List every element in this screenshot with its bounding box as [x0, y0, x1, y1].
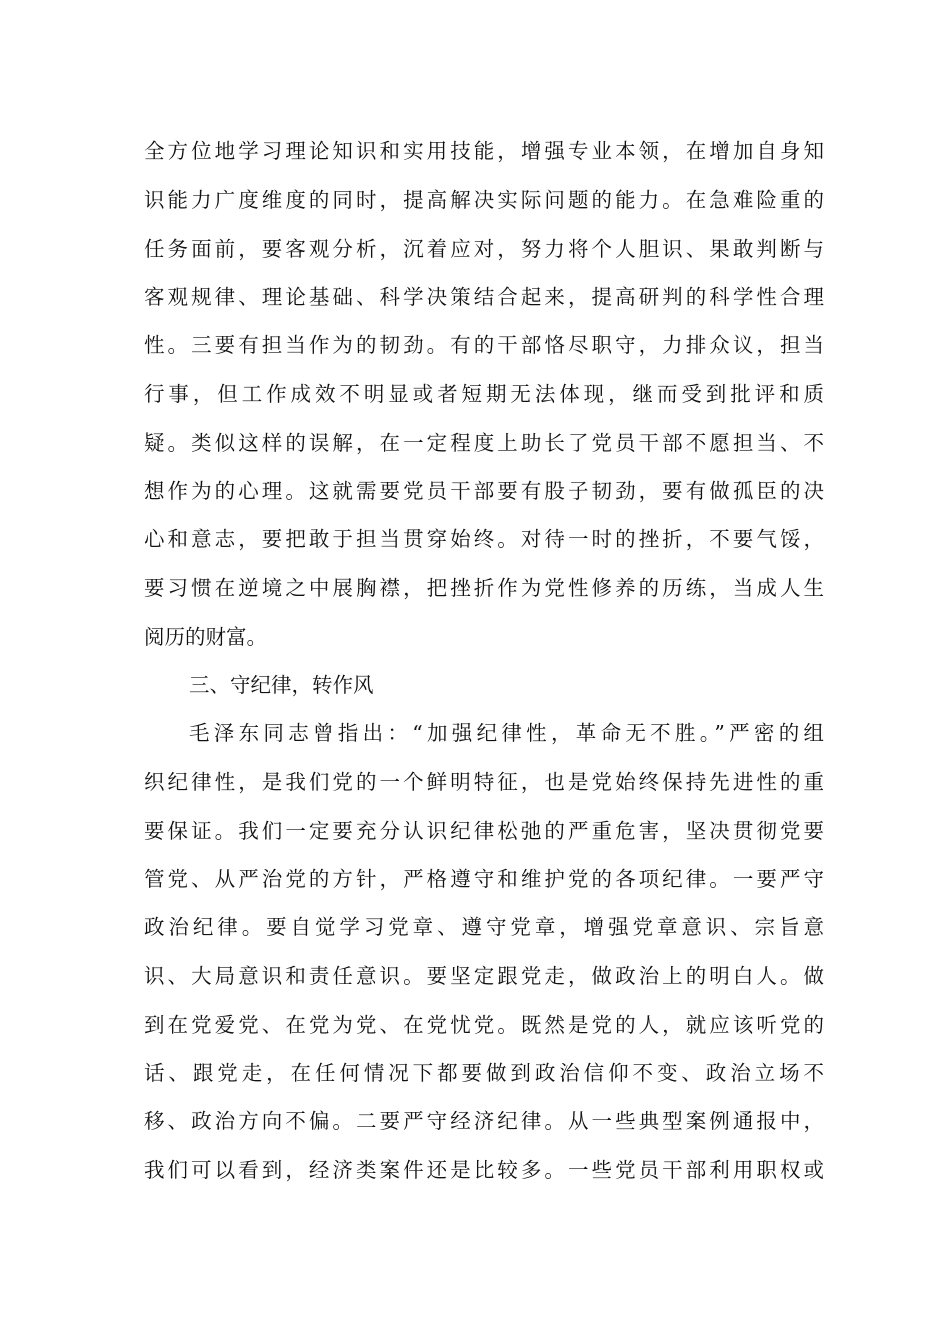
body-text-line: 任务面前，要客观分析，沉着应对，努力将个人胆识、果敢判断与 — [144, 237, 824, 261]
body-text-line: 性。三要有担当作为的韧劲。有的干部恪尽职守，力排众议，担当 — [144, 333, 824, 357]
body-text-line: 行事，但工作成效不明显或者短期无法体现，继而受到批评和质 — [144, 382, 824, 406]
section-heading: 三、守纪律，转作风 — [189, 673, 374, 697]
body-text-line: 全方位地学习理论知识和实用技能，增强专业本领，在增加自身知 — [144, 139, 824, 163]
body-text-line: 毛泽东同志曾指出：“加强纪律性，革命无不胜。”严密的组 — [189, 721, 824, 745]
body-text-line: 要保证。我们一定要充分认识纪律松弛的严重危害，坚决贯彻党要 — [144, 819, 824, 843]
body-text-line: 移、政治方向不偏。二要严守经济纪律。从一些典型案例通报中， — [144, 1109, 824, 1133]
body-text-line: 到在党爱党、在党为党、在党忧党。既然是党的人，就应该听党的 — [144, 1013, 824, 1037]
body-text-line: 想作为的心理。这就需要党员干部要有股子韧劲，要有做孤臣的决 — [144, 479, 824, 503]
body-text-line: 阅历的财富。 — [144, 625, 267, 649]
body-text-line: 我们可以看到，经济类案件还是比较多。一些党员干部利用职权或 — [144, 1158, 824, 1182]
body-text-line: 疑。类似这样的误解，在一定程度上助长了党员干部不愿担当、不 — [144, 431, 824, 455]
body-text-line: 管党、从严治党的方针，严格遵守和维护党的各项纪律。一要严守 — [144, 867, 824, 891]
body-text-line: 客观规律、理论基础、科学决策结合起来，提高研判的科学性合理 — [144, 285, 824, 309]
body-text-line: 心和意志，要把敢于担当贯穿始终。对待一时的挫折，不要气馁， — [144, 527, 824, 551]
body-text-line: 政治纪律。要自觉学习党章、遵守党章，增强党章意识、宗旨意 — [144, 915, 824, 939]
body-text-line: 织纪律性，是我们党的一个鲜明特征，也是党始终保持先进性的重 — [144, 770, 824, 794]
body-text-line: 话、跟党走，在任何情况下都要做到政治信仰不变、政治立场不 — [144, 1061, 824, 1085]
body-text-line: 识能力广度维度的同时，提高解决实际问题的能力。在急难险重的 — [144, 188, 824, 212]
body-text-line: 要习惯在逆境之中展胸襟，把挫折作为党性修养的历练，当成人生 — [144, 576, 824, 600]
body-text-line: 识、大局意识和责任意识。要坚定跟党走，做政治上的明白人。做 — [144, 964, 824, 988]
